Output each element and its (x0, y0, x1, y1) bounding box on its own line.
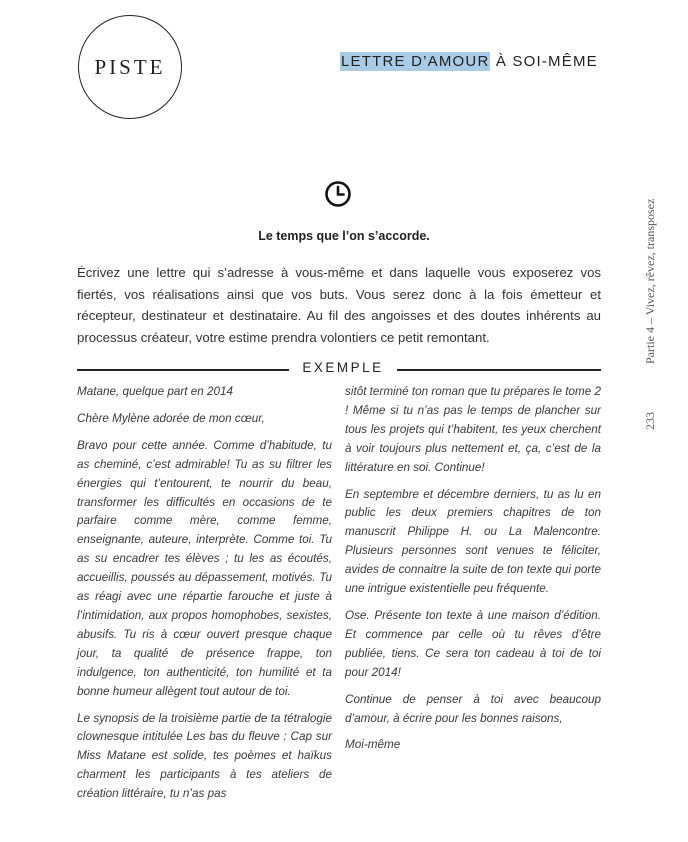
letter-paragraph: Le synopsis de la troisième partie de ta tétralogie clownesque intitulée Les bas du fleuve : Cap sur Miss Matane est solide, tes poèmes et haïkus charment les participants à tes ateliers de création littéraire, tu n’as pas (77, 711, 332, 801)
title-highlight: LETTRE D’AMOUR (341, 53, 490, 70)
letter-signature: Moi-même (345, 738, 401, 752)
letter-paragraph: Ose. Présente ton texte à une maison d’édition. Et commence par celle où tu rêves d’être publiée, tiens. Ce sera ton cadeau à toi de toi pour 2014! (345, 608, 601, 679)
letter-paragraph: En septembre et décembre derniers, tu as lu en public les deux premiers chapitres de ton manuscrit Philippe H. ou La Malencontre. Plusieurs personnes sont venues te féliciter, avides de connaitre la suite de ton texte qui porte une intrigue existentielle peu fréquente. (345, 487, 601, 596)
badge-label: PISTE (94, 54, 166, 79)
page-title (340, 53, 598, 70)
letter-place-date: Matane, quelque part en 2014 (77, 385, 233, 398)
clock-icon (324, 180, 352, 208)
letter-closing: Continue de penser à toi avec beaucoup d’amour, à écrire pour les bonnes raisons, (345, 692, 601, 725)
intro-paragraph: Écrivez une lettre qui s’adresse à vous-même et dans laquelle vous exposerez vos fiertés, vos réalisations ainsi que vos buts. Vous serez donc à la fois émetteur et récepteur, destinateur et destinataire. Au fil des angoisses et des doutes inhérents au processus créateur, votre estime prendra volontiers ce petit remontant. (77, 265, 601, 345)
divider-right (397, 369, 601, 371)
section-badge (78, 15, 182, 119)
letter-column-right (345, 383, 601, 763)
divider-left (77, 369, 289, 371)
running-head: Partie 4 – Vivez, rêvez, transposez (643, 198, 657, 364)
side-margin (626, 150, 657, 440)
example-heading: EXEMPLE (302, 360, 384, 375)
letter-paragraph: sitôt terminé ton roman que tu prépares le tome 2 ! Même si tu n’as pas le temps de plancher sur tous les projets qui t’habitent, tes yeux cherchent à voir toujours plus nettement et, ça, c’est de la littérature en soi. Continue! (345, 385, 601, 474)
letter-salutation: Chère Mylène adorée de mon cœur, (77, 411, 265, 425)
letter-paragraph: Bravo pour cette année. Comme d’habitude, tu as cheminé, c’est admirable! Tu as su filtrer les énergies qui t’entourent, te nourrir du beau, transformer les difficultés en occasions de te parfaire comme mère, comme femme, enseignante, auteure, interprète. Comme toi. Tu as su encadrer tes élèves ; tu les as écoutés, accueillis, poussés au dépassement, motivés. Tu as réagi avec une répartie farouche et juste à l’intimidation, aux propos homophobes, sexistes, abusifs. Tu ris à cœur ouvert presque chaque jour, ta qualité de présence frappe, ton indulgence, ton authenticité, ton humilité et ta bonne humeur allègent tout autour de toi. (77, 438, 332, 698)
title-rest: À SOI-MÊME (490, 53, 598, 70)
page-number: 233 (643, 412, 657, 430)
tagline: Le temps que l’on s’accorde. (258, 229, 430, 243)
letter-column-left (77, 383, 332, 812)
